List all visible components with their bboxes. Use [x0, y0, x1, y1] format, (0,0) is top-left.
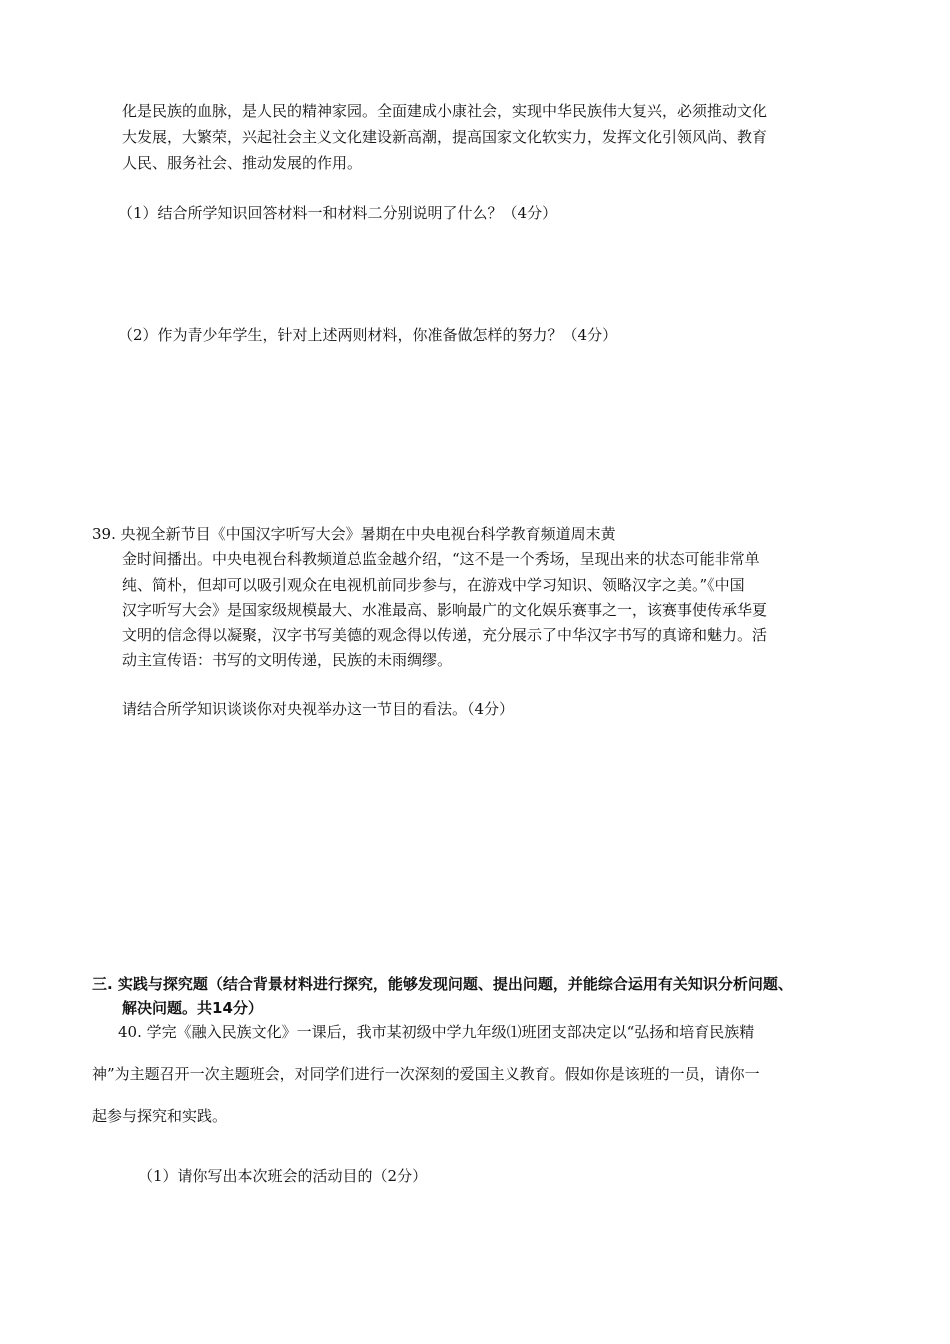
question-39-line-5: 文明的信念得以凝聚，汉字书写美德的观念得以传递，充分展示了中华汉字书写的真谛和魅力。活: [122, 626, 768, 644]
question-40-line-2: 神”为主题召开一次主题班会，对同学们进行一次深刻的爱国主义教育。假如你是该班的一员，请你一: [92, 1065, 760, 1083]
material-line-2: 大发展，大繁荣，兴起社会主义文化建设新高潮，提高国家文化软实力，发挥文化引领风尚、教育: [122, 128, 768, 146]
section-3-heading-line-1: 三. 实践与探究题（结合背景材料进行探究，能够发现问题、提出问题，并能综合运用有关知识分析问题、: [92, 975, 793, 993]
question-40-sub-1: （1）请你写出本次班会的活动目的（2分）: [138, 1167, 428, 1185]
question-40-line-1: 40. 学完《融入民族文化》一课后，我市某初级中学九年级⑴班团支部决定以“弘扬和培育民族精: [118, 1023, 755, 1041]
question-39-line-3: 纯、简朴，但却可以吸引观众在电视机前同步参与，在游戏中学习知识、领略汉字之美。”《中国: [122, 576, 745, 594]
question-39-line-2: 金时间播出。中央电视台科教频道总监金越介绍，“这不是一个秀场，呈现出来的状态可能非常单: [122, 550, 760, 568]
material-line-3: 人民、服务社会、推动发展的作用。: [122, 154, 363, 172]
question-39-line-6: 动主宣传语：书写的文明传递，民族的未雨绸缪。: [122, 651, 453, 669]
question-39-line-4: 汉字听写大会》是国家级规模最大、水准最高、影响最广的文化娱乐赛事之一，该赛事使传承华夏: [122, 601, 768, 619]
question-38-sub-1: （1）结合所学知识回答材料一和材料二分别说明了什么？（4分）: [118, 204, 558, 222]
material-line-1: 化是民族的血脉，是人民的精神家园。全面建成小康社会，实现中华民族伟大复兴，必须推动文化: [122, 102, 768, 120]
question-39-line-1: 39. 央视全新节目《中国汉字听写大会》暑期在中央电视台科学教育频道周末黄: [92, 525, 616, 543]
question-40-line-3: 起参与探究和实践。: [92, 1107, 228, 1125]
question-38-sub-2: （2）作为青少年学生，针对上述两则材料，你准备做怎样的努力？（4分）: [118, 326, 618, 344]
question-39-prompt: 请结合所学知识谈谈你对央视举办这一节目的看法。（4分）: [122, 700, 515, 718]
section-3-heading-line-2: 解决问题。共14分）: [122, 999, 263, 1017]
